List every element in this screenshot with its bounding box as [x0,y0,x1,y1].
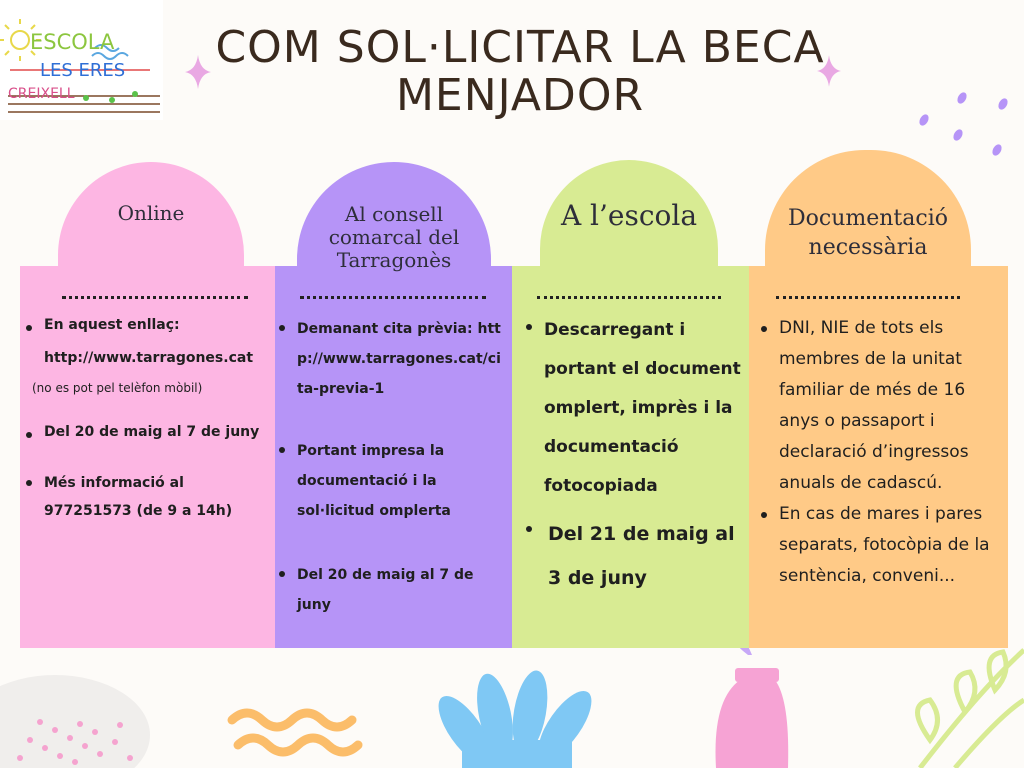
title-line-1: COM SOL·LICITAR LA BECA [215,22,825,73]
dots-icon [918,91,1010,157]
list-item: En cas de mares i pares separats, fotocòpia de la sentència, conveni... [757,499,1005,592]
leaf-icon [429,668,601,768]
list-online [22,314,272,525]
heading-documentacio: Documentació necessària [788,206,948,260]
dotted-divider [300,288,486,299]
list-escola [522,311,746,600]
list-item: En aquest enllaç: [22,314,272,336]
list-note: (no es pot pel telèfon mòbil) [32,381,203,395]
list-item: Més informació al 977251573 (de 9 a 14h) [22,469,272,525]
leaf-icon [918,650,1024,768]
logo-text-escola: ESCOLA [30,30,115,54]
list-item: Del 20 de maig al 7 de juny [22,421,272,443]
list-item: Demanant cita prèvia: http://www.tarragones.cat/cita-previa-1 [275,314,507,404]
logo-text-les-eres: LES ERES [40,60,126,81]
dotted-divider [62,288,248,299]
squiggle-icon [232,713,352,727]
list-consell [275,314,507,620]
list-item: Descarregant i portant el document omplert, imprès i la documentació fotocopiada [522,311,746,506]
list-documentacio [757,313,1005,592]
dotted-divider [537,288,721,299]
logo-text-creixell: CREIXELL [8,86,75,102]
heading-online: Online [117,201,185,225]
heading-escola: A l’escola [560,199,698,232]
list-item: Portant impresa la documentació i la sol·licitud omplerta [275,436,507,526]
title-line-2: MENJADOR [395,70,645,121]
dotted-divider [776,288,960,299]
list-item: Del 21 de maig al 3 de juny [522,512,746,600]
list-item: DNI, NIE de tots els membres de la unitat familiar de més de 16 anys o passaport i declaració d’ingressos anuals de cadascú. [757,313,1005,499]
link-text[interactable]: http://www.tarragones.cat [44,350,254,366]
heading-consell: Al consell comarcal del Tarragonès [328,202,460,272]
list-item: Del 20 de maig al 7 de juny [275,560,507,620]
squiggle-icon [238,738,358,752]
